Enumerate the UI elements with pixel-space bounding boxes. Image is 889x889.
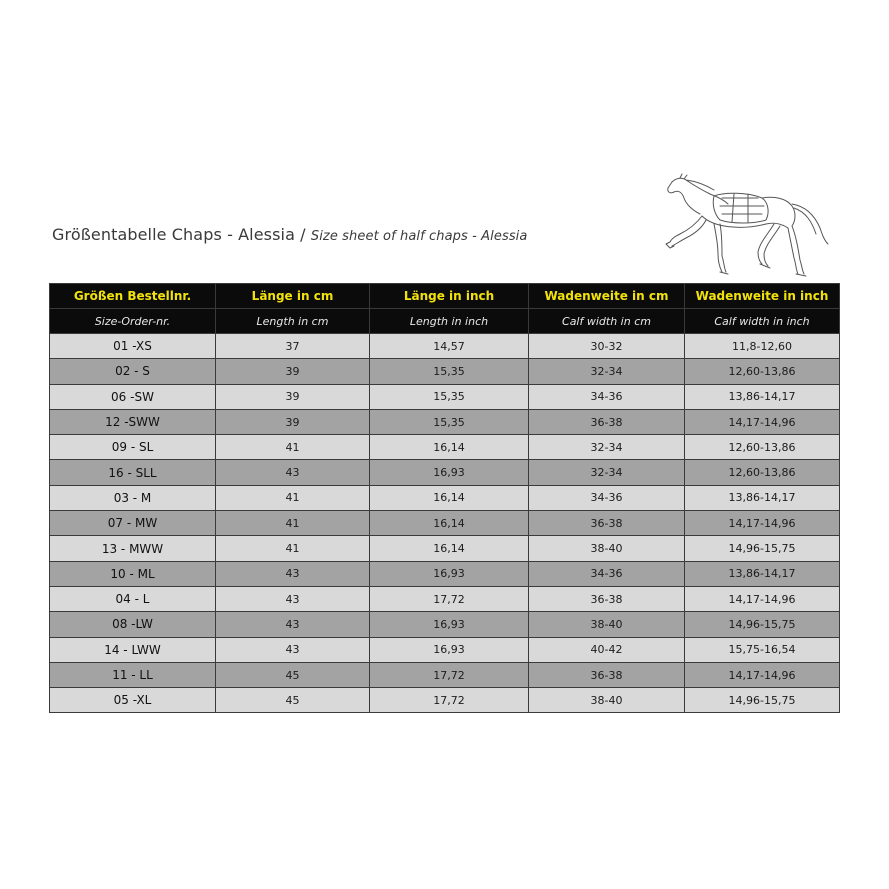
cell-calf-inch: 14,96-15,75 <box>685 612 840 637</box>
cell-length-inch: 14,57 <box>370 334 529 359</box>
cell-length-cm: 43 <box>216 612 370 637</box>
cell-length-inch: 16,14 <box>370 536 529 561</box>
cell-calf-cm: 38-40 <box>529 688 685 713</box>
table-row <box>50 384 840 409</box>
table-row <box>50 688 840 713</box>
table-row <box>50 435 840 460</box>
cell-length-inch: 16,14 <box>370 485 529 510</box>
cell-length-cm: 41 <box>216 485 370 510</box>
cell-calf-cm: 34-36 <box>529 485 685 510</box>
cell-length-inch: 15,35 <box>370 384 529 409</box>
cell-length-inch: 16,93 <box>370 561 529 586</box>
table-row <box>50 460 840 485</box>
cell-calf-cm: 32-34 <box>529 359 685 384</box>
cell-size: 16 - SLL <box>50 460 216 485</box>
cell-calf-cm: 34-36 <box>529 561 685 586</box>
cell-calf-cm: 36-38 <box>529 586 685 611</box>
cell-length-cm: 43 <box>216 460 370 485</box>
cell-size: 06 -SW <box>50 384 216 409</box>
size-table <box>49 283 840 713</box>
table-row <box>50 359 840 384</box>
subheader-row <box>50 309 840 334</box>
cell-length-cm: 39 <box>216 384 370 409</box>
cell-size: 08 -LW <box>50 612 216 637</box>
cell-calf-cm: 40-42 <box>529 637 685 662</box>
cell-length-inch: 17,72 <box>370 586 529 611</box>
cell-size: 10 - ML <box>50 561 216 586</box>
cell-calf-cm: 32-34 <box>529 460 685 485</box>
cell-size: 13 - MWW <box>50 536 216 561</box>
cell-length-cm: 45 <box>216 662 370 687</box>
cell-calf-inch: 13,86-14,17 <box>685 485 840 510</box>
cell-calf-inch: 12,60-13,86 <box>685 359 840 384</box>
cell-length-inch: 16,14 <box>370 435 529 460</box>
cell-length-cm: 37 <box>216 334 370 359</box>
cell-length-cm: 41 <box>216 536 370 561</box>
table-row <box>50 485 840 510</box>
table-row <box>50 561 840 586</box>
table-row <box>50 409 840 434</box>
col-subheader-calf-inch: Calf width in inch <box>685 309 840 334</box>
col-header-calf-cm: Wadenweite in cm <box>529 284 685 309</box>
col-header-length-inch: Länge in inch <box>370 284 529 309</box>
cell-length-cm: 43 <box>216 561 370 586</box>
cell-calf-inch: 12,60-13,86 <box>685 435 840 460</box>
table-row <box>50 662 840 687</box>
cell-length-cm: 39 <box>216 359 370 384</box>
cell-size: 02 - S <box>50 359 216 384</box>
table-row <box>50 536 840 561</box>
cell-calf-inch: 13,86-14,17 <box>685 561 840 586</box>
cell-calf-inch: 14,17-14,96 <box>685 409 840 434</box>
cell-calf-inch: 14,17-14,96 <box>685 511 840 536</box>
cell-calf-inch: 12,60-13,86 <box>685 460 840 485</box>
cell-length-cm: 41 <box>216 435 370 460</box>
table-body <box>50 334 840 713</box>
cell-size: 07 - MW <box>50 511 216 536</box>
cell-size: 04 - L <box>50 586 216 611</box>
cell-calf-inch: 15,75-16,54 <box>685 637 840 662</box>
title-english: Size sheet of half chaps - Alessia <box>310 229 528 244</box>
cell-calf-cm: 30-32 <box>529 334 685 359</box>
cell-length-cm: 41 <box>216 511 370 536</box>
cell-length-inch: 17,72 <box>370 688 529 713</box>
cell-calf-inch: 14,96-15,75 <box>685 688 840 713</box>
cell-length-cm: 39 <box>216 409 370 434</box>
cell-length-inch: 16,93 <box>370 637 529 662</box>
page-title <box>52 225 527 244</box>
cell-size: 12 -SWW <box>50 409 216 434</box>
cell-calf-inch: 14,96-15,75 <box>685 536 840 561</box>
cell-length-inch: 15,35 <box>370 409 529 434</box>
col-subheader-calf-cm: Calf width in cm <box>529 309 685 334</box>
cell-calf-inch: 14,17-14,96 <box>685 586 840 611</box>
col-header-size: Größen Bestellnr. <box>50 284 216 309</box>
horse-sketch-icon <box>662 172 832 278</box>
cell-calf-cm: 36-38 <box>529 662 685 687</box>
col-header-calf-inch: Wadenweite in inch <box>685 284 840 309</box>
cell-calf-cm: 32-34 <box>529 435 685 460</box>
cell-calf-inch: 13,86-14,17 <box>685 384 840 409</box>
title-german: Größentabelle Chaps - Alessia / <box>52 225 306 244</box>
cell-size: 11 - LL <box>50 662 216 687</box>
cell-size: 05 -XL <box>50 688 216 713</box>
cell-length-inch: 16,93 <box>370 612 529 637</box>
cell-length-inch: 17,72 <box>370 662 529 687</box>
cell-size: 14 - LWW <box>50 637 216 662</box>
header-row <box>50 284 840 309</box>
cell-size: 03 - M <box>50 485 216 510</box>
cell-length-inch: 15,35 <box>370 359 529 384</box>
cell-size: 09 - SL <box>50 435 216 460</box>
cell-size: 01 -XS <box>50 334 216 359</box>
col-subheader-size: Size-Order-nr. <box>50 309 216 334</box>
cell-length-inch: 16,14 <box>370 511 529 536</box>
cell-length-cm: 45 <box>216 688 370 713</box>
cell-calf-cm: 38-40 <box>529 536 685 561</box>
cell-calf-inch: 11,8-12,60 <box>685 334 840 359</box>
table-row <box>50 612 840 637</box>
table-row <box>50 511 840 536</box>
cell-calf-cm: 38-40 <box>529 612 685 637</box>
cell-calf-cm: 36-38 <box>529 409 685 434</box>
cell-calf-cm: 36-38 <box>529 511 685 536</box>
cell-calf-inch: 14,17-14,96 <box>685 662 840 687</box>
cell-length-cm: 43 <box>216 637 370 662</box>
cell-length-inch: 16,93 <box>370 460 529 485</box>
table-row <box>50 637 840 662</box>
cell-length-cm: 43 <box>216 586 370 611</box>
col-subheader-length-inch: Length in inch <box>370 309 529 334</box>
col-subheader-length-cm: Length in cm <box>216 309 370 334</box>
cell-calf-cm: 34-36 <box>529 384 685 409</box>
table-row <box>50 334 840 359</box>
col-header-length-cm: Länge in cm <box>216 284 370 309</box>
table-row <box>50 586 840 611</box>
